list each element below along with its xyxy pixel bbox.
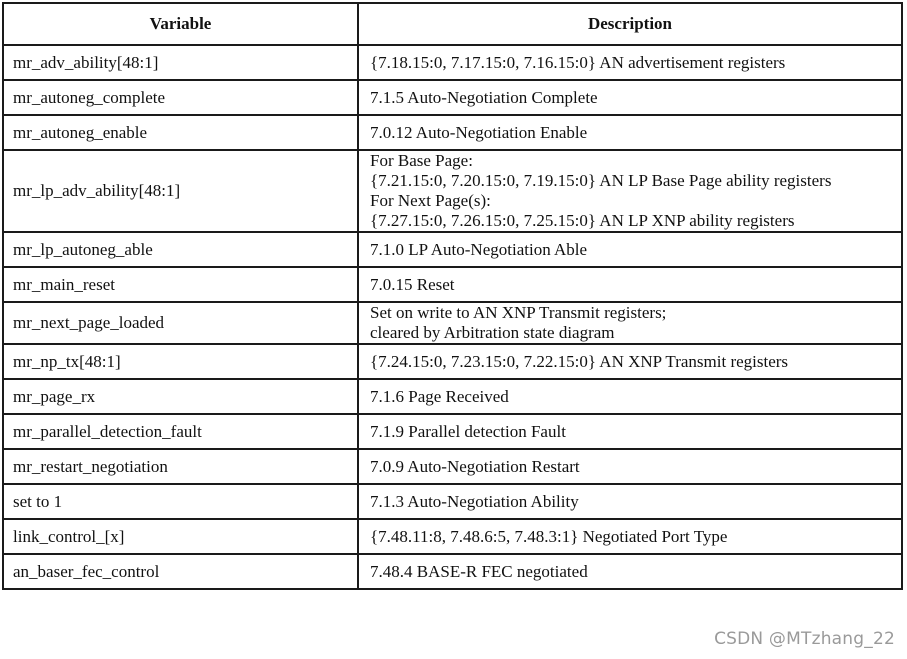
description-cell: [358, 379, 902, 414]
variable-cell: mr_next_page_loaded: [3, 302, 358, 344]
description-cell: [358, 267, 902, 302]
variable-cell: mr_autoneg_enable: [3, 115, 358, 150]
variable-cell: mr_lp_autoneg_able: [3, 232, 358, 267]
table-row: [3, 150, 902, 232]
description-cell: [358, 344, 902, 379]
description-line: 7.0.15 Reset: [370, 274, 455, 294]
description-cell: [358, 414, 902, 449]
watermark-text: CSDN @MTzhang_22: [714, 629, 895, 649]
table-header-row: [3, 3, 902, 45]
description-line: {7.24.15:0, 7.23.15:0, 7.22.15:0} AN XNP Transmit registers: [370, 351, 789, 371]
variable-cell: mr_lp_adv_ability[48:1]: [3, 150, 358, 232]
description-cell: [358, 232, 902, 267]
description-line: 7.0.9 Auto-Negotiation Restart: [370, 456, 580, 476]
column-header-description: Description: [358, 3, 902, 45]
table-row: [3, 115, 902, 150]
description-line: 7.0.12 Auto-Negotiation Enable: [370, 122, 588, 142]
table-row: [3, 302, 902, 344]
description-cell: [358, 519, 902, 554]
description-line: {7.18.15:0, 7.17.15:0, 7.16.15:0} AN advertisement registers: [370, 52, 786, 72]
description-line: {7.48.11:8, 7.48.6:5, 7.48.3:1} Negotiated Port Type: [370, 526, 728, 546]
description-cell: [358, 45, 902, 80]
table-row: [3, 519, 902, 554]
register-variable-table: [2, 2, 903, 590]
table-body: [3, 45, 902, 589]
description-line: 7.1.6 Page Received: [370, 386, 509, 406]
variable-cell: mr_page_rx: [3, 379, 358, 414]
description-line: 7.48.4 BASE-R FEC negotiated: [370, 561, 588, 581]
variable-cell: mr_autoneg_complete: [3, 80, 358, 115]
variable-cell: mr_main_reset: [3, 267, 358, 302]
description-cell: [358, 115, 902, 150]
description-line: 7.1.9 Parallel detection Fault: [370, 421, 566, 441]
variable-cell: link_control_[x]: [3, 519, 358, 554]
table-row: [3, 232, 902, 267]
table-row: [3, 267, 902, 302]
table-row: [3, 554, 902, 589]
description-cell: [358, 554, 902, 589]
variable-cell: an_baser_fec_control: [3, 554, 358, 589]
description-cell: [358, 150, 902, 232]
description-cell: [358, 484, 902, 519]
table-row: [3, 379, 902, 414]
table-row: [3, 80, 902, 115]
table-row: [3, 484, 902, 519]
table-row: [3, 45, 902, 80]
description-line: {7.27.15:0, 7.26.15:0, 7.25.15:0} AN LP XNP ability registers: [370, 211, 795, 230]
description-line: cleared by Arbitration state diagram: [370, 323, 615, 342]
table-row: [3, 344, 902, 379]
variable-cell: set to 1: [3, 484, 358, 519]
description-line: 7.1.5 Auto-Negotiation Complete: [370, 87, 598, 107]
variable-cell: mr_parallel_detection_fault: [3, 414, 358, 449]
table-row: [3, 449, 902, 484]
description-line: For Base Page:: [370, 151, 473, 170]
description-cell: [358, 80, 902, 115]
variable-cell: mr_np_tx[48:1]: [3, 344, 358, 379]
variable-cell: mr_adv_ability[48:1]: [3, 45, 358, 80]
variable-cell: mr_restart_negotiation: [3, 449, 358, 484]
description-line: Set on write to AN XNP Transmit registers;: [370, 303, 667, 322]
description-line: 7.1.0 LP Auto-Negotiation Able: [370, 239, 588, 259]
description-cell: [358, 449, 902, 484]
description-line: 7.1.3 Auto-Negotiation Ability: [370, 491, 579, 511]
table-row: [3, 414, 902, 449]
description-line: {7.21.15:0, 7.20.15:0, 7.19.15:0} AN LP Base Page ability registers: [370, 171, 832, 190]
column-header-variable: Variable: [3, 3, 358, 45]
description-cell: [358, 302, 902, 344]
description-line: For Next Page(s):: [370, 191, 491, 210]
